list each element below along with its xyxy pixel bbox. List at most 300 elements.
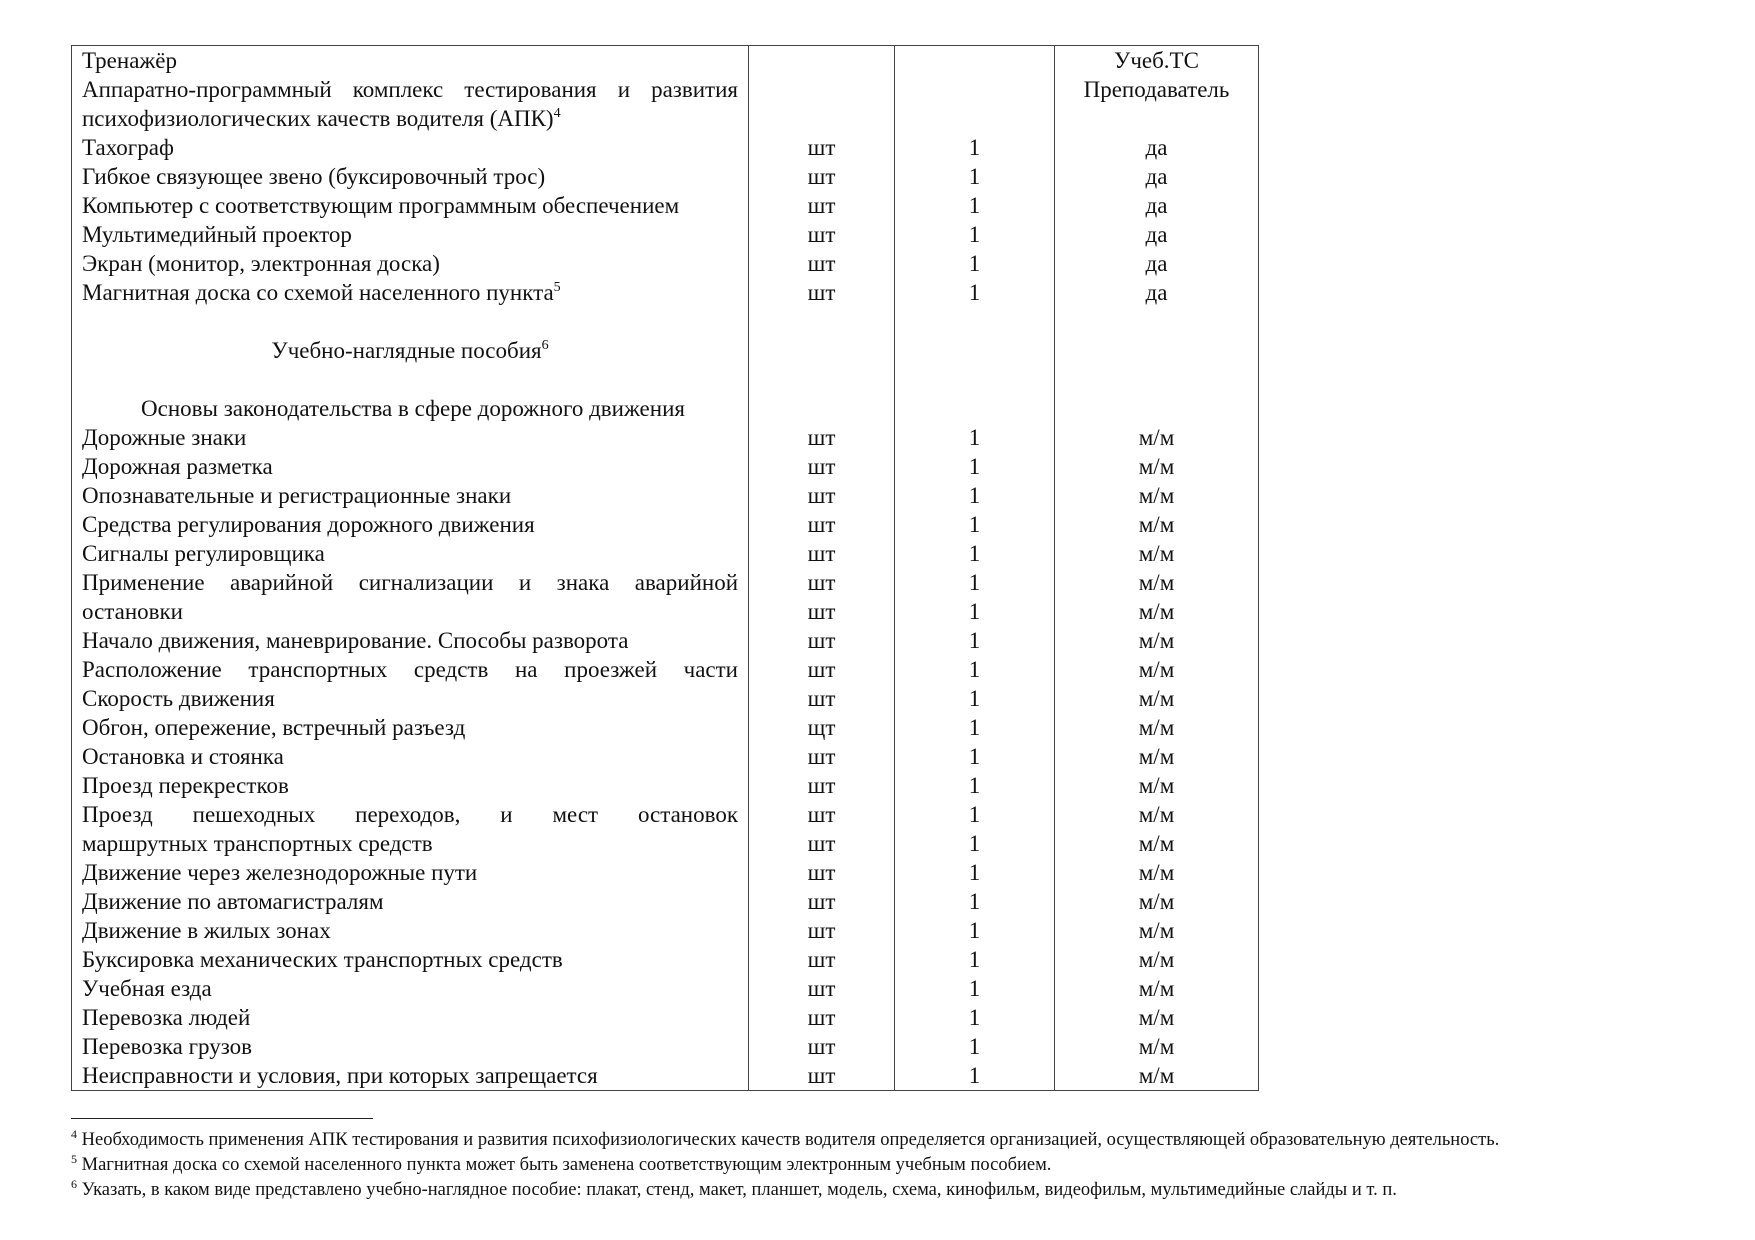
item-note-text: м/м	[1138, 889, 1175, 914]
item-name-text: Проезд пешеходных переходов, и мест остановок	[82, 802, 738, 827]
footnote-separator	[71, 1118, 373, 1119]
item-unit	[749, 452, 895, 481]
item-note	[1055, 1003, 1259, 1032]
item-note-text: м/м	[1138, 947, 1175, 972]
item-name-text	[82, 278, 738, 307]
item-name-text: Средства регулирования дорожного движения	[82, 512, 535, 537]
table-row	[72, 887, 1259, 916]
table-row	[72, 800, 1259, 829]
item-qty-text: 1	[968, 831, 981, 856]
item-unit	[749, 423, 895, 452]
item-unit-text: шт	[807, 512, 836, 537]
item-note-text: м/м	[1138, 715, 1175, 740]
spacer-cell	[749, 307, 895, 336]
item-note	[1055, 974, 1259, 1003]
item-qty-text: 1	[968, 454, 981, 479]
item-name-text: Движение в жилых зонах	[82, 918, 331, 943]
subsection-title	[82, 394, 738, 423]
item-note-text: м/м	[1138, 512, 1175, 537]
footnote-mark: 4	[71, 1127, 77, 1141]
item-name-text: Начало движения, маневрирование. Способы разворота	[82, 628, 629, 653]
item-note-text: да	[1145, 251, 1168, 276]
table-row	[72, 162, 1259, 191]
item-name	[72, 626, 749, 655]
item-unit	[749, 887, 895, 916]
item-qty	[895, 423, 1055, 452]
item-name-text: Обгон, опережение, встречный разъезд	[82, 715, 466, 740]
table-row	[72, 510, 1259, 539]
table-row	[72, 713, 1259, 742]
item-name	[72, 278, 749, 307]
item-qty	[895, 974, 1055, 1003]
item-note-text: м/м	[1138, 802, 1175, 827]
item-qty	[895, 887, 1055, 916]
table-row	[72, 771, 1259, 800]
item-name	[72, 539, 749, 568]
spacer-cell	[1055, 365, 1259, 394]
item-name	[72, 1061, 749, 1091]
item-qty	[895, 597, 1055, 626]
item-qty	[895, 916, 1055, 945]
item-unit-text: шт	[807, 889, 836, 914]
item-name	[72, 916, 749, 945]
item-qty	[895, 742, 1055, 771]
item-qty-text: 1	[968, 135, 981, 160]
item-name	[72, 568, 749, 597]
table-row	[72, 481, 1259, 510]
item-note-text: м/м	[1138, 599, 1175, 624]
item-qty-text: 1	[968, 483, 981, 508]
item-qty	[895, 1061, 1055, 1091]
item-unit	[749, 916, 895, 945]
section-title-text: Учебно-наглядные пособия	[271, 338, 542, 363]
spacer-row	[72, 365, 1259, 394]
item-qty	[895, 278, 1055, 307]
item-unit-text: шт	[807, 628, 836, 653]
item-name-text: Расположение транспортных средств на проезжей части	[82, 657, 738, 682]
item-unit	[749, 220, 895, 249]
item-name	[72, 162, 749, 191]
spacer-cell	[1055, 307, 1259, 336]
item-qty-text: 1	[968, 164, 981, 189]
table-row	[72, 858, 1259, 887]
section-title-row	[72, 336, 1259, 365]
item-unit-text: шт	[807, 454, 836, 479]
footnote-text: Необходимость применения АПК тестирования и развития психофизиологических качеств водителя определяется организацией, осуществляющей образовательную деятельность.	[81, 1130, 1500, 1150]
item-qty	[895, 452, 1055, 481]
apk-label-text: психофизиологических качеств водителя (АПК)	[82, 106, 554, 131]
item-note-text: м/м	[1138, 628, 1175, 653]
footnote-5	[71, 1153, 1711, 1178]
item-unit-text: шт	[807, 280, 836, 305]
table-row	[72, 539, 1259, 568]
item-qty-text: 1	[968, 773, 981, 798]
item-name	[72, 655, 749, 684]
table-row	[72, 945, 1259, 974]
item-note	[1055, 771, 1259, 800]
item-name-label: Магнитная доска со схемой населенного пункта	[82, 280, 554, 305]
item-qty	[895, 220, 1055, 249]
table-row	[72, 597, 1259, 626]
spacer-cell	[749, 365, 895, 394]
item-note-text: м/м	[1138, 686, 1175, 711]
item-note-text: да	[1145, 193, 1168, 218]
item-note	[1055, 655, 1259, 684]
item-qty-text: 1	[968, 570, 981, 595]
empty-cell	[895, 394, 1055, 423]
item-qty-text: 1	[968, 628, 981, 653]
section-title-cell	[72, 336, 749, 365]
item-unit-text: шт	[807, 831, 836, 856]
item-qty-text: 1	[968, 889, 981, 914]
item-note	[1055, 452, 1259, 481]
item-unit-text: шт	[807, 483, 836, 508]
note-teacher: Преподаватель	[1083, 77, 1230, 102]
item-qty	[895, 945, 1055, 974]
item-unit	[749, 133, 895, 162]
item-qty	[895, 249, 1055, 278]
item-unit	[749, 510, 895, 539]
item-unit	[749, 481, 895, 510]
item-unit	[749, 278, 895, 307]
item-unit	[749, 684, 895, 713]
item-note-text: м/м	[1138, 1034, 1175, 1059]
item-note	[1055, 916, 1259, 945]
table-row	[72, 249, 1259, 278]
item-name-text: Тахограф	[82, 135, 174, 160]
subsection-title-row	[72, 394, 1259, 423]
footnote-text: Магнитная доска со схемой населенного пункта может быть заменена соответствующим электронным учебным пособием.	[81, 1155, 1052, 1175]
item-qty-text: 1	[968, 251, 981, 276]
item-unit-text: шт	[807, 744, 836, 769]
item-unit-text: шт	[807, 193, 836, 218]
item-qty-text: 1	[968, 541, 981, 566]
item-unit	[749, 162, 895, 191]
item-name	[72, 829, 749, 858]
item-name-text: Буксировка механических транспортных средств	[82, 947, 563, 972]
item-qty-text: 1	[968, 193, 981, 218]
item-unit-text: шт	[807, 918, 836, 943]
item-note-text: м/м	[1138, 773, 1175, 798]
item-note-text: м/м	[1138, 831, 1175, 856]
item-note	[1055, 162, 1259, 191]
item-note-text: да	[1145, 164, 1168, 189]
item-qty-text: 1	[968, 512, 981, 537]
item-note	[1055, 858, 1259, 887]
footnote-4	[71, 1128, 1711, 1153]
item-unit-text: шт	[807, 164, 836, 189]
item-note	[1055, 742, 1259, 771]
item-unit	[749, 945, 895, 974]
item-name	[72, 481, 749, 510]
table-row	[72, 568, 1259, 597]
item-unit	[749, 249, 895, 278]
item-unit	[749, 568, 895, 597]
table-row	[72, 191, 1259, 220]
header-qty-cell	[895, 46, 1055, 134]
spacer-cell	[72, 307, 749, 336]
table-row	[72, 829, 1259, 858]
item-unit	[749, 539, 895, 568]
item-qty	[895, 133, 1055, 162]
item-unit-text: шт	[807, 1005, 836, 1030]
item-name-text: Остановка и стоянка	[82, 744, 284, 769]
item-note-text: м/м	[1138, 1005, 1175, 1030]
item-qty-text: 1	[968, 918, 981, 943]
item-unit	[749, 829, 895, 858]
item-name-text: Мультимедийный проектор	[82, 222, 352, 247]
table-row	[72, 452, 1259, 481]
item-note-text: м/м	[1138, 976, 1175, 1001]
item-name	[72, 771, 749, 800]
item-name	[72, 800, 749, 829]
item-note	[1055, 539, 1259, 568]
item-qty-text: 1	[968, 947, 981, 972]
item-note	[1055, 133, 1259, 162]
item-note	[1055, 1032, 1259, 1061]
item-unit	[749, 626, 895, 655]
table-row	[72, 278, 1259, 307]
item-unit	[749, 800, 895, 829]
item-name	[72, 423, 749, 452]
item-note	[1055, 829, 1259, 858]
spacer-cell	[72, 365, 749, 394]
item-name	[72, 191, 749, 220]
header-note-cell	[1055, 46, 1259, 134]
table-row	[72, 626, 1259, 655]
trainer-label: Тренажёр	[82, 48, 177, 73]
table-row	[72, 1061, 1259, 1091]
item-name	[72, 1003, 749, 1032]
apk-label-line1: Аппаратно-программный комплекс тестирования и развития	[82, 77, 738, 102]
header-name-cell	[72, 46, 749, 134]
item-name-text: Перевозка грузов	[82, 1034, 253, 1059]
item-name-text: Учебная езда	[82, 976, 212, 1001]
item-note	[1055, 1061, 1259, 1091]
item-qty-text: 1	[968, 657, 981, 682]
item-qty-text: 1	[968, 976, 981, 1001]
item-name-text: Скорость движения	[82, 686, 275, 711]
item-note	[1055, 945, 1259, 974]
item-note	[1055, 481, 1259, 510]
item-unit	[749, 974, 895, 1003]
item-name-text: Проезд перекрестков	[82, 773, 289, 798]
item-name	[72, 858, 749, 887]
item-name	[72, 220, 749, 249]
item-name	[72, 887, 749, 916]
item-note-text: м/м	[1138, 860, 1175, 885]
item-qty	[895, 510, 1055, 539]
spacer-cell	[895, 307, 1055, 336]
item-qty-text: 1	[968, 599, 981, 624]
item-qty-text: 1	[968, 860, 981, 885]
item-note-text: м/м	[1138, 483, 1175, 508]
item-unit	[749, 1032, 895, 1061]
empty-cell	[1055, 394, 1259, 423]
item-note	[1055, 626, 1259, 655]
item-qty	[895, 1003, 1055, 1032]
item-name-text: Применение аварийной сигнализации и знака аварийной	[82, 570, 738, 595]
item-note-text: м/м	[1138, 918, 1175, 943]
item-qty	[895, 829, 1055, 858]
item-qty	[895, 162, 1055, 191]
item-name	[72, 249, 749, 278]
item-unit-text: шт	[807, 222, 836, 247]
footnote-ref-4: 4	[553, 106, 561, 121]
item-note	[1055, 597, 1259, 626]
item-name-text: Компьютер с соответствующим программным обеспечением	[82, 193, 680, 218]
item-name	[72, 742, 749, 771]
item-name	[72, 684, 749, 713]
item-qty-text: 1	[968, 744, 981, 769]
item-name-text: остановки	[82, 599, 183, 624]
table-row	[72, 1032, 1259, 1061]
item-note	[1055, 510, 1259, 539]
item-qty-text: 1	[968, 1034, 981, 1059]
item-name	[72, 452, 749, 481]
item-unit-text: шт	[807, 860, 836, 885]
item-note-text: м/м	[1138, 744, 1175, 769]
footnote-ref-6: 6	[541, 338, 549, 353]
item-note-text: м/м	[1138, 425, 1175, 450]
table-row	[72, 655, 1259, 684]
item-unit	[749, 713, 895, 742]
equipment-table-body	[72, 46, 1259, 1091]
table-row	[72, 133, 1259, 162]
item-note	[1055, 684, 1259, 713]
item-note	[1055, 568, 1259, 597]
item-name-text: Дорожные знаки	[82, 425, 247, 450]
item-name-text: Неисправности и условия, при которых запрещается	[82, 1063, 598, 1088]
table-row	[72, 1003, 1259, 1032]
item-name-text: маршрутных транспортных средств	[82, 831, 433, 856]
item-qty-text: 1	[968, 222, 981, 247]
item-unit-text: шт	[807, 425, 836, 450]
item-note	[1055, 800, 1259, 829]
item-name-text: Дорожная разметка	[82, 454, 273, 479]
item-name-text: Движение по автомагистралям	[82, 889, 384, 914]
item-name	[72, 945, 749, 974]
empty-cell	[749, 336, 895, 365]
item-name-text: Движение через железнодорожные пути	[82, 860, 478, 885]
item-qty-text: 1	[968, 686, 981, 711]
item-unit-text: шт	[807, 570, 836, 595]
footnote-mark: 5	[71, 1152, 77, 1166]
item-note	[1055, 191, 1259, 220]
item-note-text: м/м	[1138, 541, 1175, 566]
footnotes	[71, 1128, 1711, 1203]
apk-label-line2	[82, 104, 738, 133]
item-note	[1055, 249, 1259, 278]
subsection-title-text: Основы законодательства в сфере дорожного движения	[141, 396, 685, 421]
item-unit-text: шт	[807, 1034, 836, 1059]
item-name-text: Перевозка людей	[82, 1005, 251, 1030]
item-qty	[895, 684, 1055, 713]
item-note-text: м/м	[1138, 570, 1175, 595]
item-qty-text: 1	[968, 802, 981, 827]
table-row	[72, 742, 1259, 771]
footnote-6	[71, 1178, 1711, 1203]
empty-cell	[895, 336, 1055, 365]
item-unit	[749, 742, 895, 771]
item-qty-text: 1	[968, 425, 981, 450]
footnote-ref-5: 5	[553, 280, 561, 295]
item-unit-text: шт	[807, 541, 836, 566]
item-name	[72, 974, 749, 1003]
item-name-text: Опознавательные и регистрационные знаки	[82, 483, 512, 508]
item-note-text: да	[1145, 222, 1168, 247]
item-note-text: м/м	[1138, 454, 1175, 479]
item-qty	[895, 655, 1055, 684]
item-unit-text: шт	[807, 657, 836, 682]
empty-cell	[1055, 336, 1259, 365]
item-qty-text: 1	[968, 715, 981, 740]
item-name	[72, 1032, 749, 1061]
item-unit	[749, 655, 895, 684]
table-row	[72, 684, 1259, 713]
item-qty	[895, 858, 1055, 887]
item-qty	[895, 539, 1055, 568]
item-qty	[895, 191, 1055, 220]
item-qty	[895, 1032, 1055, 1061]
item-qty-text: 1	[968, 1005, 981, 1030]
item-name-text: Экран (монитор, электронная доска)	[82, 251, 440, 276]
note-training-vehicle: Учеб.ТС	[1114, 48, 1199, 73]
item-unit	[749, 597, 895, 626]
item-note-text: м/м	[1138, 1063, 1175, 1088]
item-unit-text: щт	[807, 715, 836, 740]
spacer-row	[72, 307, 1259, 336]
item-note	[1055, 423, 1259, 452]
item-qty	[895, 713, 1055, 742]
equipment-table	[71, 45, 1259, 1091]
spacer-cell	[895, 365, 1055, 394]
subsection-title-cell	[72, 394, 749, 423]
item-qty-text: 1	[968, 1063, 981, 1088]
item-note	[1055, 713, 1259, 742]
empty-cell	[749, 394, 895, 423]
item-note	[1055, 887, 1259, 916]
item-qty	[895, 800, 1055, 829]
item-note	[1055, 278, 1259, 307]
item-note-text: да	[1145, 135, 1168, 160]
item-unit-text: шт	[807, 251, 836, 276]
item-name-text: Сигналы регулировщика	[82, 541, 325, 566]
item-unit	[749, 1061, 895, 1091]
table-row	[72, 974, 1259, 1003]
item-note-text: м/м	[1138, 657, 1175, 682]
item-note	[1055, 220, 1259, 249]
item-qty	[895, 481, 1055, 510]
item-name	[72, 713, 749, 742]
header-row	[72, 46, 1259, 134]
table-row	[72, 916, 1259, 945]
item-unit-text: шт	[807, 773, 836, 798]
item-unit-text: шт	[807, 599, 836, 624]
item-unit	[749, 771, 895, 800]
item-unit	[749, 191, 895, 220]
item-unit	[749, 1003, 895, 1032]
item-unit-text: шт	[807, 686, 836, 711]
item-unit-text: шт	[807, 976, 836, 1001]
item-qty	[895, 568, 1055, 597]
item-note-text: да	[1145, 280, 1168, 305]
item-unit-text: шт	[807, 1063, 836, 1088]
footnote-mark: 6	[71, 1177, 77, 1191]
item-qty	[895, 626, 1055, 655]
footnote-text: Указать, в каком виде представлено учебно-наглядное пособие: плакат, стенд, макет, планшет, модель, схема, кинофильм, видеофильм, мультимедийные слайды и т. п.	[81, 1180, 1397, 1200]
item-qty-text: 1	[968, 280, 981, 305]
